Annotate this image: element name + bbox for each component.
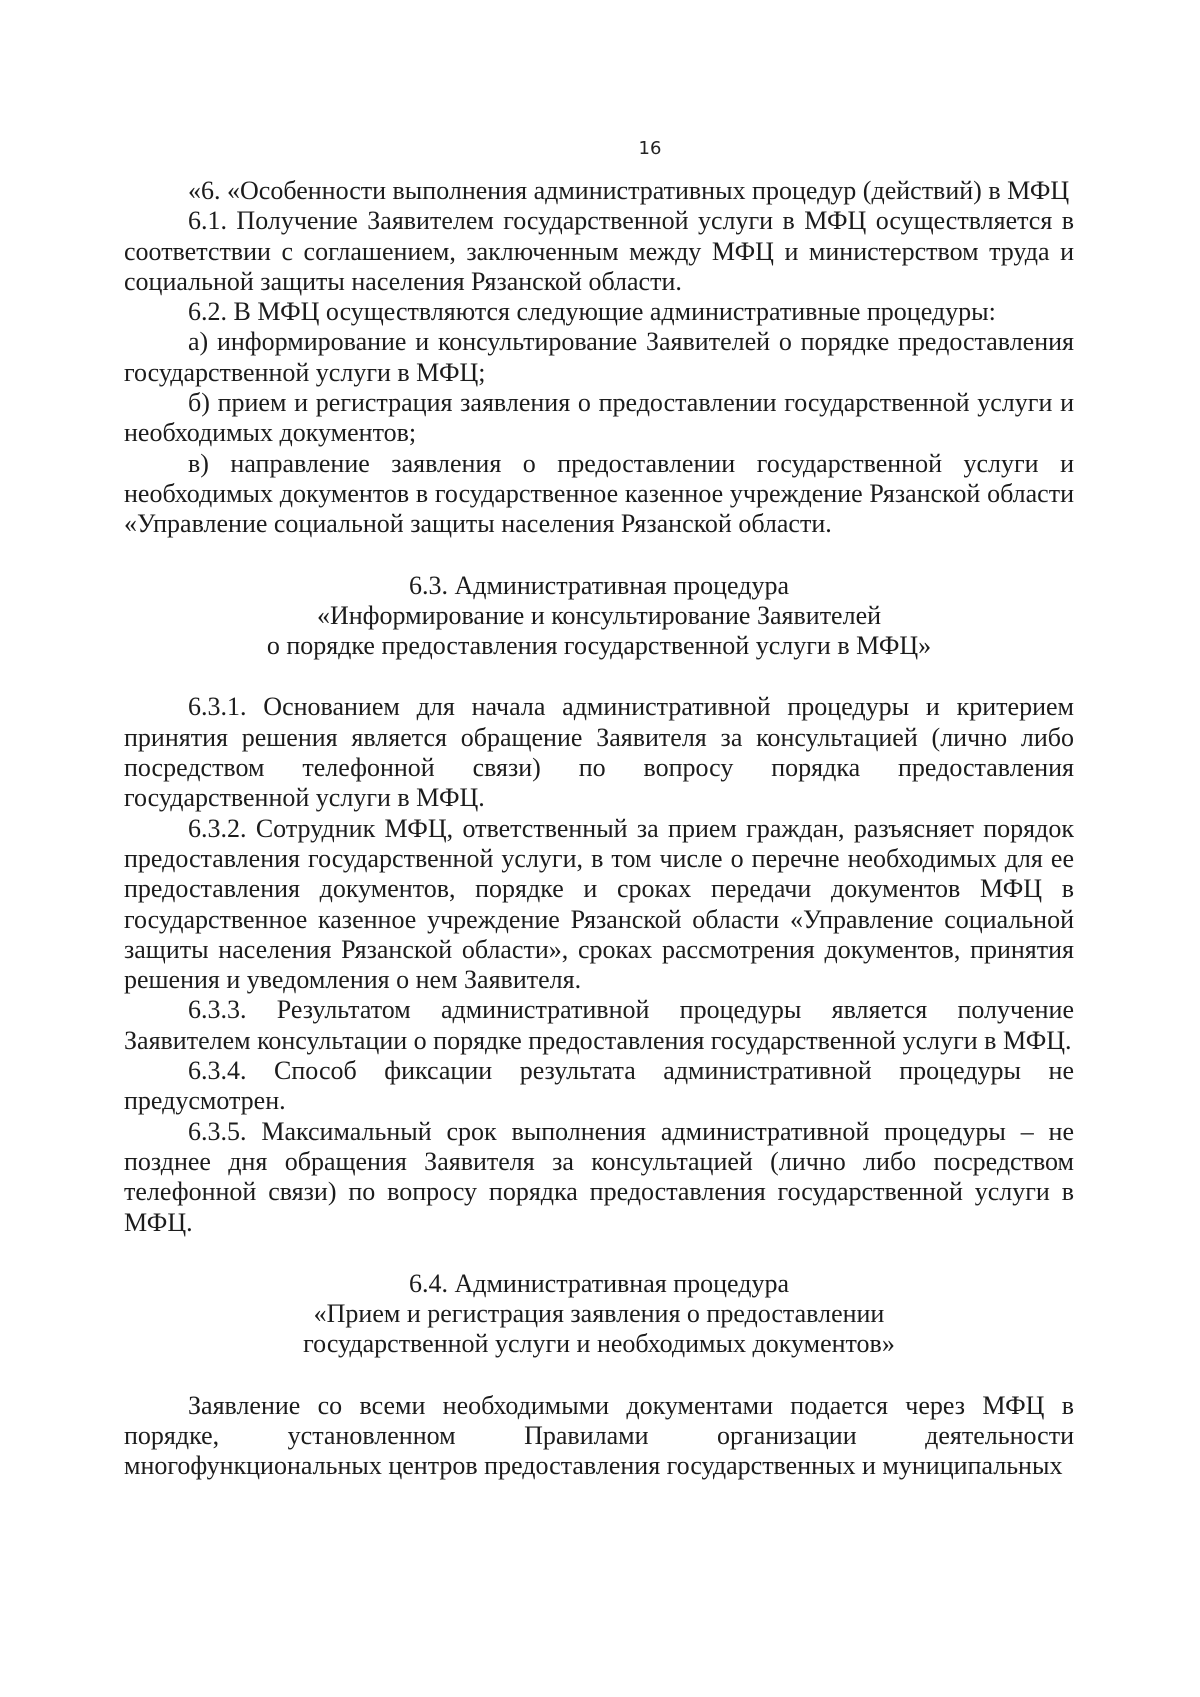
paragraph-6-4-1: Заявление со всеми необходимыми документами подается через МФЦ в порядке, установленном Правилами организации деятельности многофункциональных центров предоставления государственных и муниципальных <box>124 1390 1074 1481</box>
paragraph-6-3-4: 6.3.4. Способ фиксации результата административной процедуры не предусмотрен. <box>124 1056 1074 1116</box>
page-number: 16 <box>638 138 662 159</box>
heading-6-4-line-2: «Прием и регистрация заявления о предоставлении <box>313 1299 885 1329</box>
paragraph-6-2: 6.2. В МФЦ осуществляются следующие административные процедуры: <box>188 297 996 327</box>
document-body <box>124 176 1074 1482</box>
list-item-c: в) направление заявления о предоставлении государственной услуги и необходимых документов в государственное казенное учреждение Рязанской области «Управление социальной защиты населения Рязанской области. <box>124 448 1074 539</box>
heading-6-3-line-2: «Информирование и консультирование Заявителей <box>316 600 882 630</box>
paragraph-6-3-5: 6.3.5. Максимальный срок выполнения административной процедуры – не позднее дня обращения Заявителя за консультацией (лично либо посредством телефонной связи) по вопросу порядка предоставления государственной услуги в МФЦ. <box>124 1116 1074 1237</box>
paragraph-6-3-1: 6.3.1. Основанием для начала административной процедуры и критерием принятия решения является обращение Заявителя за консультацией (лично либо посредством телефонной связи) по вопросу порядка предоставления государственной услуги в МФЦ. <box>124 692 1074 813</box>
section-6-title: «6. «Особенности выполнения административных процедур (действий) в МФЦ <box>188 176 1070 205</box>
heading-6-3-line-1: 6.3. Административная процедура <box>408 570 790 600</box>
heading-6-4-line-3: государственной услуги и необходимых документов» <box>303 1329 895 1359</box>
section-6-4-heading <box>124 1269 1074 1360</box>
paragraph-6-1: 6.1. Получение Заявителем государственной услуги в МФЦ осуществляется в соответствии с соглашением, заключенным между МФЦ и министерством труда и социальной защиты населения Рязанской области. <box>124 206 1074 296</box>
list-item-b: б) прием и регистрация заявления о предоставлении государственной услуги и необходимых документов; <box>124 388 1074 448</box>
paragraph-6-3-3: 6.3.3. Результатом административной процедуры является получение Заявителем консультации о порядке предоставления государственной услуги в МФЦ. <box>124 995 1074 1055</box>
section-6-3-heading <box>124 571 1074 662</box>
heading-6-3-line-3: о порядке предоставления государственной услуги в МФЦ» <box>266 631 932 661</box>
heading-6-4-line-1: 6.4. Административная процедура <box>408 1268 790 1298</box>
list-item-a: а) информирование и консультирование Заявителей о порядке предоставления государственной услуги в МФЦ; <box>124 327 1074 387</box>
paragraph-6-3-2: 6.3.2. Сотрудник МФЦ, ответственный за прием граждан, разъясняет порядок предоставления государственной услуги, в том числе о перечне необходимых для ее предоставления документов, порядке и сроках передачи документов МФЦ в государственное казенное учреждение Рязанской области «Управление социальной защиты населения Рязанской области», сроках рассмотрения документов, принятия решения и уведомления о нем Заявителя. <box>124 813 1074 995</box>
